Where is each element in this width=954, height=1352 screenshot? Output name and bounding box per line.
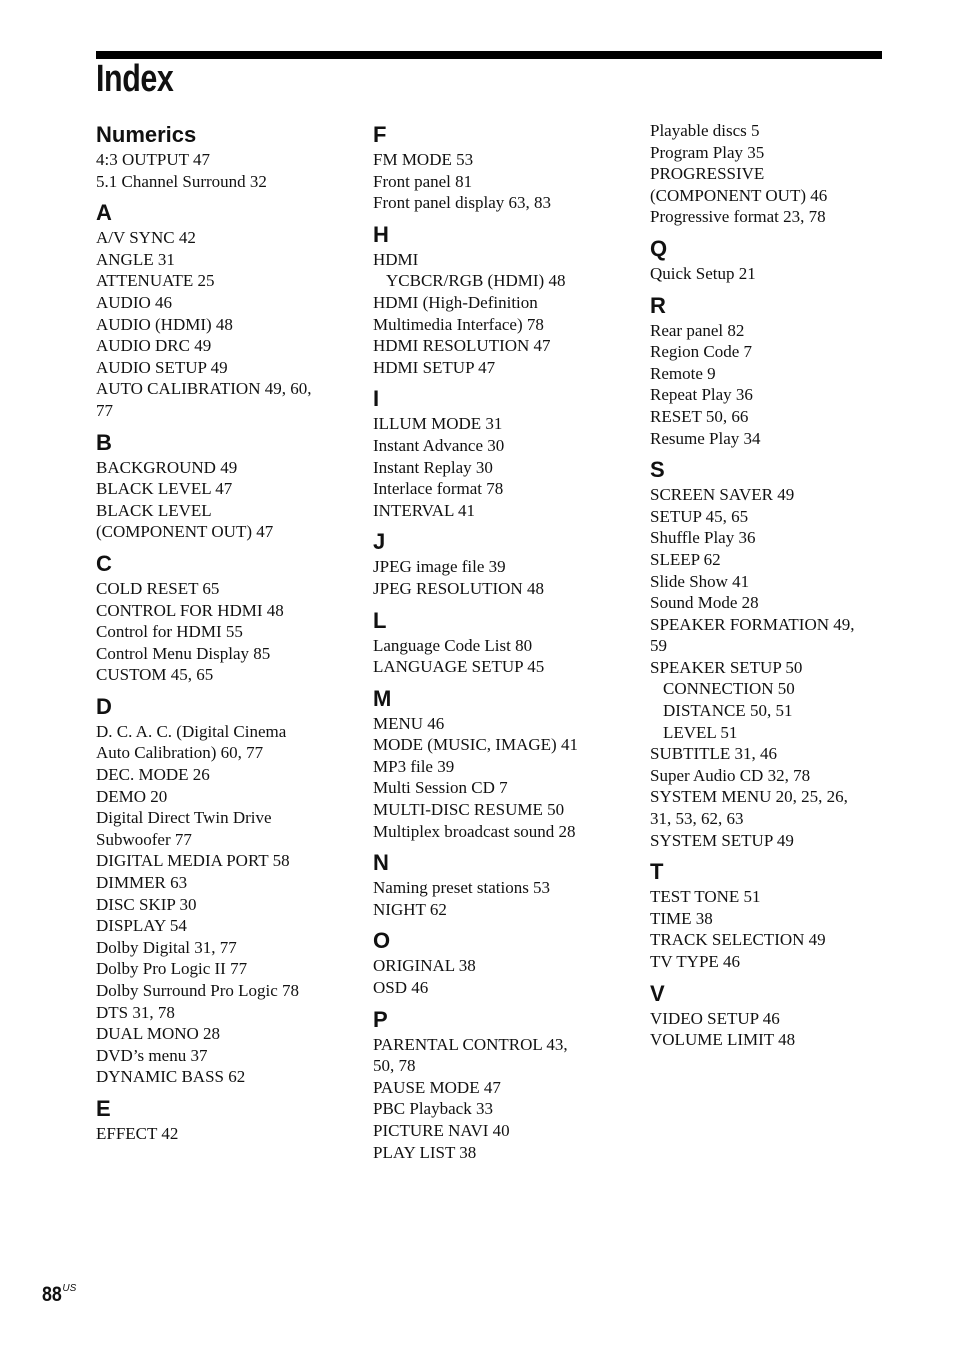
index-section: [373, 684, 633, 843]
index-entry: Naming preset stations 53: [373, 878, 551, 898]
section-letter: H: [373, 221, 389, 247]
index-entry: Progressive format 23, 78: [650, 207, 826, 227]
index-entry: A/V SYNC 42: [96, 228, 196, 248]
index-entry: JPEG image file 39: [373, 557, 506, 577]
page-number: 88: [42, 1283, 62, 1306]
section-letter: T: [650, 859, 664, 885]
index-entry: DIGITAL MEDIA PORT 58: [96, 851, 290, 871]
index-entry: DISPLAY 54: [96, 916, 187, 936]
index-entry: HDMI SETUP 47: [373, 357, 496, 377]
index-entry: DEMO 20: [96, 786, 168, 806]
index-entry: HDMI (High-Definition Multimedia Interface) 78: [373, 292, 544, 334]
index-section: [96, 198, 356, 421]
index-entry: FM MODE 53: [373, 150, 474, 169]
index-entry: Interlace format 78: [373, 479, 504, 499]
index-entry: Front panel 81: [373, 171, 473, 191]
index-entry: SPEAKER SETUP 50: [650, 657, 803, 677]
index-entry: DVD’s menu 37: [96, 1045, 208, 1065]
index-section: [373, 926, 633, 998]
index-column-3: [650, 120, 910, 1051]
index-entry: Instant Advance 30: [373, 435, 505, 455]
index-entry: SCREEN SAVER 49: [650, 485, 795, 505]
index-entry: DISC SKIP 30: [96, 894, 197, 914]
index-entry: Shuffle Play 36: [650, 528, 756, 548]
index-section: [650, 120, 910, 228]
region-code: US: [62, 1283, 77, 1294]
page-title: Index: [96, 58, 174, 100]
index-entry: MP3 file 39: [373, 756, 455, 776]
index-entry: BLACK LEVEL (COMPONENT OUT) 47: [96, 500, 274, 542]
index-entry: ANGLE 31: [96, 249, 175, 269]
index-entry: BACKGROUND 49: [96, 457, 238, 477]
index-entry: SLEEP 62: [650, 549, 721, 569]
index-entry: SPEAKER FORMATION 49, 59: [650, 614, 855, 656]
index-entry: Front panel display 63, 83: [373, 193, 552, 213]
index-entry: PAUSE MODE 47: [373, 1077, 501, 1097]
index-entry: Instant Replay 30: [373, 457, 493, 477]
index-entry: PBC Playback 33: [373, 1099, 493, 1119]
index-entry: AUDIO (HDMI) 48: [96, 314, 233, 334]
index-entry: TEST TONE 51: [650, 887, 761, 907]
index-entry: Program Play 35: [650, 142, 765, 162]
index-entry: TIME 38: [650, 908, 713, 928]
index-entry: YCBCR/RGB (HDMI) 48: [386, 271, 566, 291]
index-entry: AUDIO DRC 49: [96, 336, 212, 356]
index-entry: Region Code 7: [650, 342, 752, 362]
section-letter: B: [96, 429, 112, 455]
index-entry: PICTURE NAVI 40: [373, 1121, 510, 1140]
section-letter: S: [650, 457, 665, 483]
index-section: [373, 120, 633, 214]
index-section: [650, 979, 910, 1051]
section-letter: A: [96, 200, 112, 226]
index-entry: CONNECTION 50: [663, 679, 795, 699]
index-section: [373, 384, 633, 521]
index-section: [650, 234, 910, 285]
index-entry: MODE (MUSIC, IMAGE) 41: [373, 735, 578, 755]
index-entry: SYSTEM SETUP 49: [650, 830, 794, 850]
index-column-1: [96, 120, 356, 1145]
section-letter: R: [650, 292, 666, 318]
index-entry: D. C. A. C. (Digital Cinema Auto Calibration) 60, 77: [96, 721, 287, 763]
index-entry: LEVEL 51: [663, 722, 738, 742]
index-entry: SUBTITLE 31, 46: [650, 744, 778, 764]
section-letter: C: [96, 550, 112, 576]
index-section: [96, 1094, 356, 1145]
index-entry: Dolby Pro Logic II 77: [96, 959, 248, 979]
section-letter: M: [373, 685, 392, 711]
index-entry: HDMI: [373, 249, 419, 269]
index-entry: Rear panel 82: [650, 320, 745, 340]
index-section: [373, 527, 633, 599]
index-entry: AUDIO SETUP 49: [96, 357, 228, 377]
section-letter: P: [373, 1006, 388, 1032]
index-section: [650, 857, 910, 972]
index-entry: Dolby Digital 31, 77: [96, 937, 237, 957]
index-entry: HDMI RESOLUTION 47: [373, 336, 551, 356]
index-entry: OSD 46: [373, 978, 429, 998]
index-entry: TV TYPE 46: [650, 952, 741, 971]
index-entry: Control Menu Display 85: [96, 643, 271, 663]
index-entry: PARENTAL CONTROL 43, 50, 78: [373, 1034, 568, 1076]
index-entry: COLD RESET 65: [96, 578, 220, 598]
section-letter: I: [373, 386, 380, 412]
index-entry: Repeat Play 36: [650, 385, 753, 405]
index-entry: CUSTOM 45, 65: [96, 665, 214, 685]
index-entry: ILLUM MODE 31: [373, 414, 503, 434]
index-entry: PROGRESSIVE (COMPONENT OUT) 46: [650, 164, 828, 205]
index-entry: TRACK SELECTION 49: [650, 930, 826, 950]
index-section: [373, 606, 633, 678]
index-entry: DTS 31, 78: [96, 1002, 175, 1022]
index-entry: Resume Play 34: [650, 428, 761, 448]
index-entry: MULTI-DISC RESUME 50: [373, 800, 565, 820]
index-section: [96, 549, 356, 686]
index-section: [373, 848, 633, 920]
index-entry: CONTROL FOR HDMI 48: [96, 600, 284, 620]
index-entry: NIGHT 62: [373, 899, 447, 919]
index-entry: SETUP 45, 65: [650, 506, 749, 526]
index-entry: LANGUAGE SETUP 45: [373, 657, 545, 677]
index-entry: AUDIO 46: [96, 292, 173, 312]
index-entry: Quick Setup 21: [650, 263, 756, 283]
index-entry: Control for HDMI 55: [96, 622, 243, 642]
section-letter: L: [373, 607, 387, 633]
title-rule: [96, 51, 882, 59]
index-entry: DUAL MONO 28: [96, 1024, 221, 1044]
index-entry: Language Code List 80: [373, 635, 533, 655]
section-letter: V: [650, 980, 665, 1006]
index-entry: Digital Direct Twin Drive Subwoofer 77: [96, 808, 272, 849]
index-section: [650, 291, 910, 450]
index-entry: VOLUME LIMIT 48: [650, 1030, 796, 1050]
index-entry: Multi Session CD 7: [373, 778, 508, 798]
index-entry: JPEG RESOLUTION 48: [373, 578, 544, 598]
index-entry: INTERVAL 41: [373, 500, 476, 520]
index-entry: PLAY LIST 38: [373, 1142, 477, 1162]
index-section: [373, 1005, 633, 1164]
section-letter: O: [373, 928, 391, 954]
index-entry: EFFECT 42: [96, 1123, 179, 1143]
index-entry: RESET 50, 66: [650, 406, 749, 426]
index-section: [96, 692, 356, 1088]
index-entry: DYNAMIC BASS 62: [96, 1067, 246, 1087]
section-letter: N: [373, 850, 389, 876]
index-section: [650, 455, 910, 851]
section-letter: D: [96, 693, 112, 719]
section-letter: E: [96, 1095, 111, 1121]
index-entry: ORIGINAL 38: [373, 956, 476, 976]
page-footer: [42, 1283, 79, 1307]
index-section: [96, 428, 356, 543]
section-letter: F: [373, 122, 387, 147]
index-section: [96, 120, 356, 192]
index-entry: AUTO CALIBRATION 49, 60, 77: [96, 379, 312, 420]
index-section: [373, 220, 633, 379]
index-entry: MENU 46: [373, 713, 445, 733]
index-entry: Remote 9: [650, 363, 716, 383]
index-entry: Dolby Surround Pro Logic 78: [96, 981, 300, 1000]
index-entry: Sound Mode 28: [650, 593, 759, 613]
index-entry: DIMMER 63: [96, 873, 188, 893]
index-entry: 4:3 OUTPUT 47: [96, 150, 210, 169]
index-entry: VIDEO SETUP 46: [650, 1008, 780, 1028]
section-letter: J: [373, 529, 386, 555]
index-entry: Slide Show 41: [650, 571, 750, 591]
index-column-2: [373, 120, 633, 1163]
index-entry: DISTANCE 50, 51: [663, 701, 793, 721]
index-entry: Playable discs 5: [650, 121, 760, 140]
index-entry: ATTENUATE 25: [96, 271, 215, 291]
index-entry: Super Audio CD 32, 78: [650, 765, 811, 785]
section-letter: Numerics: [96, 122, 197, 147]
index-entry: SYSTEM MENU 20, 25, 26, 31, 53, 62, 63: [650, 787, 848, 829]
index-entry: 5.1 Channel Surround 32: [96, 171, 267, 191]
section-letter: Q: [650, 235, 668, 261]
index-entry: Multiplex broadcast sound 28: [373, 821, 576, 841]
index-entry: BLACK LEVEL 47: [96, 479, 233, 499]
index-entry: DEC. MODE 26: [96, 765, 210, 785]
